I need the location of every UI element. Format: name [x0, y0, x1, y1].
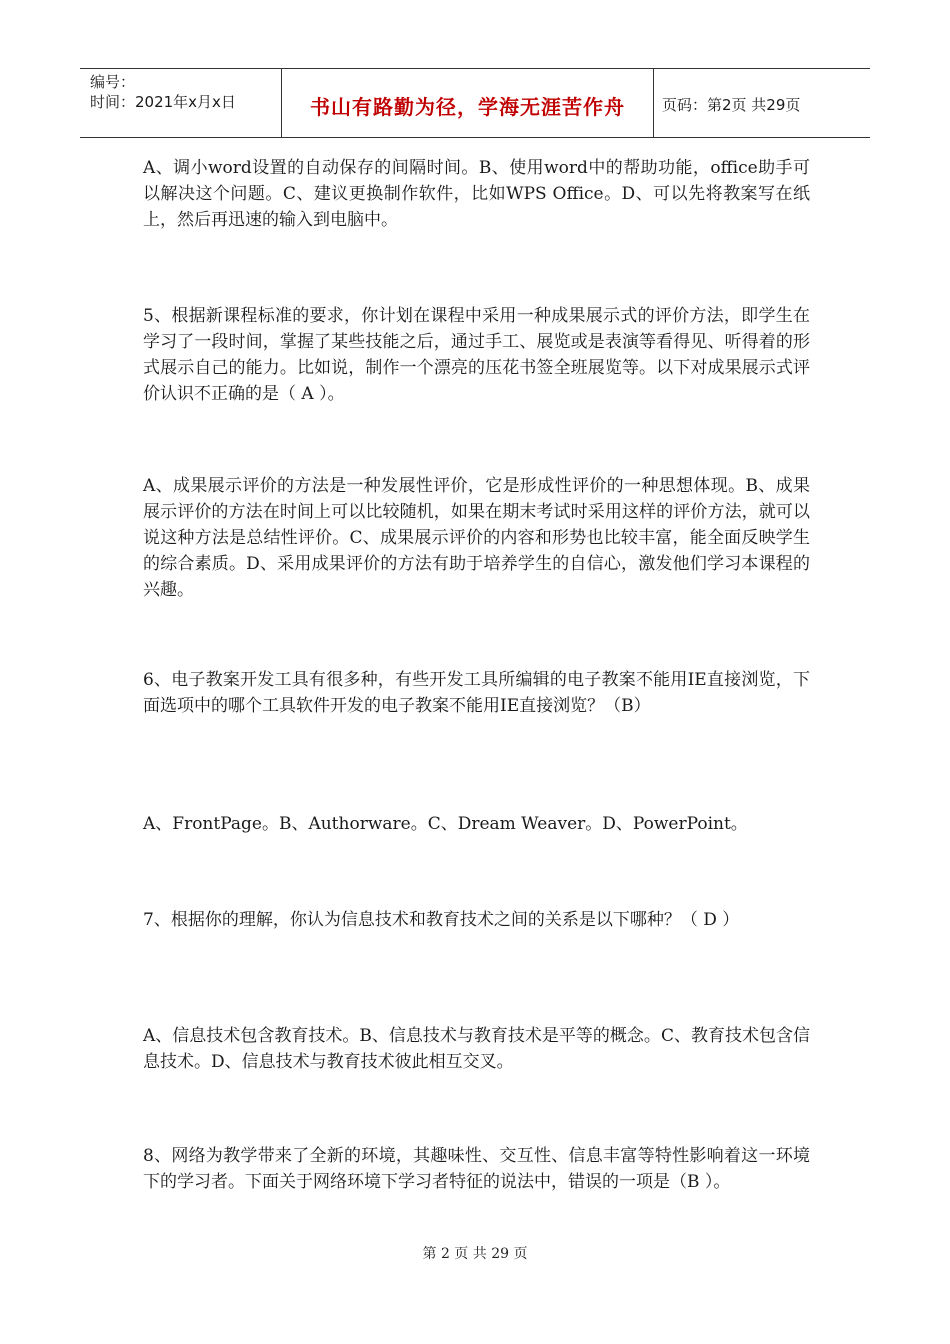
header-motto: 书山有路勤为径，学海无涯苦作舟: [310, 94, 625, 119]
document-date: 时间：2021年x月x日: [90, 93, 236, 111]
paragraph-question-6: 6、电子教案开发工具有很多种，有些开发工具所编辑的电子教案不能用IE直接浏览，下面选项中的哪个工具软件开发的电子教案不能用IE直接浏览？（B）: [143, 670, 810, 716]
page-header: [80, 68, 870, 138]
footer-page-number: 第 2 页 共 29 页: [422, 1246, 528, 1262]
paragraph-answer-options-7: A、信息技术包含教育技术。B、信息技术与教育技术是平等的概念。C、教育技术包含信息技术。D、信息技术与教育技术彼此相互交叉。: [143, 1026, 810, 1072]
header-meta-cell: [80, 69, 282, 137]
paragraph-answer-options-4: A、调小word设置的自动保存的间隔时间。B、使用word中的帮助功能，office助手可以解决这个问题。C、建议更换制作软件，比如WPS Office。D、可以先将教案写在纸上，然后再迅速的输入到电脑中。: [143, 158, 810, 230]
header-page-cell: [654, 69, 870, 137]
paragraph-question-8: 8、网络为教学带来了全新的环境，其趣味性、交互性、信息丰富等特性影响着这一环境下的学习者。下面关于网络环境下学习者特征的说法中，错误的一项是（B ）。: [143, 1146, 810, 1192]
paragraph-question-7: 7、根据你的理解，你认为信息技术和教育技术之间的关系是以下哪种？（ D ）: [143, 910, 740, 930]
page-footer: [0, 1243, 950, 1263]
document-number-label: 编号：: [90, 73, 136, 91]
header-motto-cell: [282, 69, 654, 137]
paragraph-question-5: 5、根据新课程标准的要求，你计划在课程中采用一种成果展示式的评价方法，即学生在学习了一段时间，掌握了某些技能之后，通过手工、展览或是表演等看得见、听得着的形式展示自己的能力。比如说，制作一个漂亮的压花书签全班展览等。以下对成果展示式评价认识不正确的是（ A ）。: [143, 306, 810, 404]
paragraph-answer-options-6: A、FrontPage。B、Authorware。C、Dream Weaver。D、PowerPoint。: [143, 814, 748, 834]
paragraph-answer-options-5: A、成果展示评价的方法是一种发展性评价，它是形成性评价的一种思想体现。B、成果展示评价的方法在时间上可以比较随机，如果在期末考试时采用这样的评价方法，就可以说这种方法是总结性评价。C、成果展示评价的内容和形势也比较丰富，能全面反映学生的综合素质。D、采用成果评价的方法有助于培养学生的自信心，激发他们学习本课程的兴趣。: [143, 476, 810, 600]
header-page-info: 页码：第2页 共29页: [662, 95, 801, 114]
